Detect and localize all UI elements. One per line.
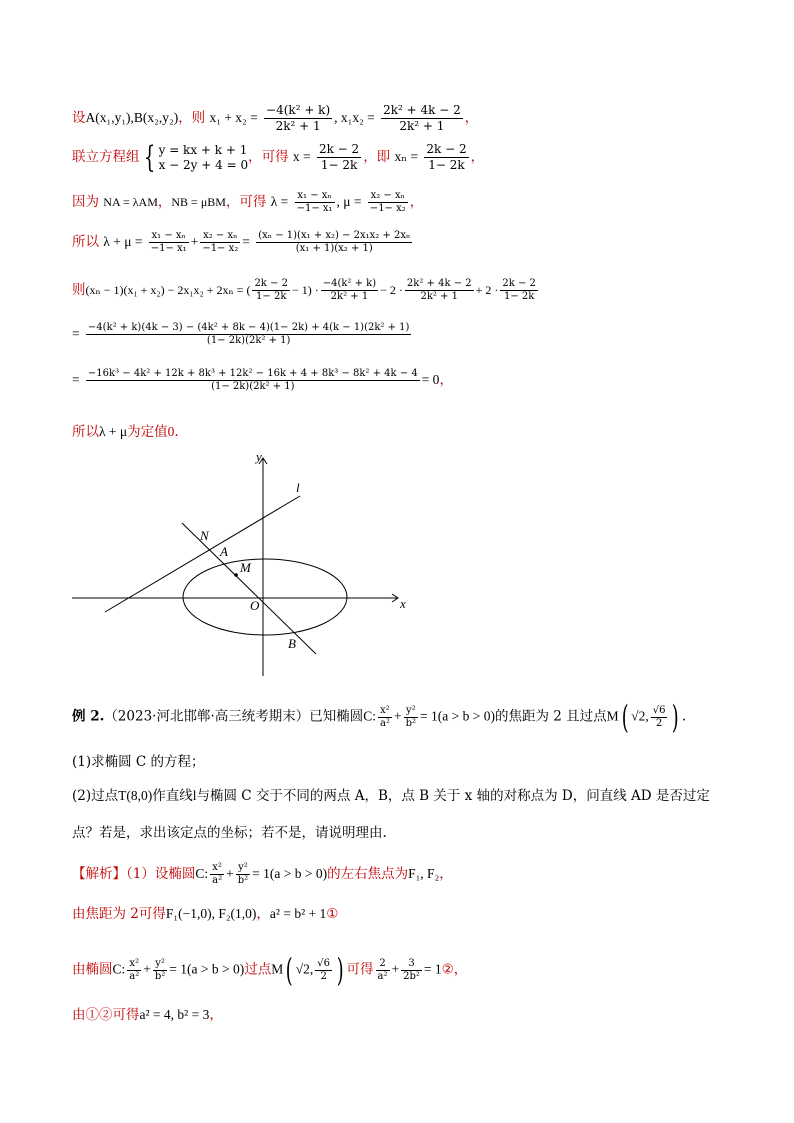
line-conclusion: [72, 422, 179, 442]
fraction: $\frac{\text{x₁ − xₙ}}{\text{−1− x₁}}$: [296, 190, 333, 214]
text: （2023·河北邯郸·高三统考期末）已知椭圆: [104, 708, 364, 725]
text: 则: [72, 282, 86, 298]
label-O: O: [250, 598, 260, 613]
math: =: [242, 234, 250, 249]
text: ，: [439, 372, 453, 388]
math: 0: [167, 424, 175, 439]
ellipse-diagram: [60, 448, 420, 683]
line-result: [72, 368, 453, 393]
text: ，: [453, 961, 468, 978]
math: − 2 ·: [380, 283, 403, 297]
question-1: [72, 752, 205, 772]
fraction: $\frac{2}{\text{a²}}$: [377, 957, 388, 982]
math: +: [190, 234, 199, 249]
math: = 1(a > b > 0): [252, 866, 328, 881]
fraction: $\frac{\text{x²}}{\text{a²}}$: [212, 862, 223, 886]
math: , μ =: [336, 194, 362, 209]
text: ，: [464, 110, 479, 126]
fraction: $\frac{\text{x₂ − xₙ}}{\text{−1− x₂}}$: [369, 190, 406, 214]
line-l: [105, 496, 300, 612]
math: +: [394, 708, 402, 724]
math: √2,: [631, 708, 649, 724]
marker: ①: [326, 906, 339, 922]
text: ，: [157, 194, 172, 210]
fraction: $\frac{3}{\text{2b²}}$: [403, 957, 420, 982]
text: 设: [72, 110, 86, 126]
label-l: l: [296, 480, 300, 495]
text: (2)过点: [72, 788, 119, 804]
fraction: $\frac{\text{y²}}{\text{b²}}$: [237, 862, 249, 886]
text: ，可得: [248, 149, 289, 165]
line-vectors: [72, 190, 423, 215]
math: NA = λAM: [103, 195, 158, 209]
line-system: [72, 139, 485, 175]
fraction: $\frac{\text{−4(k² + k)}}{\text{2k² + 1}}$: [266, 103, 331, 133]
label-y: y: [256, 449, 262, 464]
math: =: [72, 326, 80, 341]
text: ，即: [363, 149, 391, 165]
marker: ②: [441, 961, 454, 978]
math: x₁ + x₂ =: [209, 110, 258, 125]
text: ，: [409, 194, 424, 210]
label-B: B: [288, 636, 296, 651]
fraction: $\frac{2k - 2}{1- 2k}$: [318, 142, 360, 172]
question-2-cont: [72, 823, 387, 843]
fraction: $\frac{\text{x₂ − xₙ}}{\text{−1− x₂}}$: [202, 230, 239, 254]
fraction: −4(k² + k)(4k − 3) − (4k² + 8k − 4)(1− 2k) + 4(k − 1)(2k² + 1) (1− 2k)(2k² + 1): [87, 322, 410, 346]
solution-line-1: [72, 862, 453, 887]
label-M: M: [240, 560, 251, 575]
math: =: [72, 372, 80, 387]
fraction: $\frac{\text{2k² + 4k − 2}}{\text{2k² + 1}}$: [383, 103, 461, 133]
brace: {: [143, 139, 155, 175]
text: ，: [256, 906, 270, 922]
math: C:: [112, 961, 126, 977]
text: 因为: [72, 194, 99, 210]
fraction: −16k³ − 4k² + 12k + 8k³ + 12k² − 16k + 4 + 8k³ − 8k² + 4k − 4 (1− 2k)(2k² + 1): [87, 368, 418, 392]
text: .: [681, 708, 687, 725]
text: 由椭圆: [72, 961, 113, 978]
math: − 1) ·: [291, 283, 319, 297]
text: ，: [470, 149, 485, 165]
text: （1）设椭圆: [126, 866, 196, 882]
text: ，可得: [225, 194, 267, 210]
label-A: A: [220, 544, 228, 559]
math: M: [271, 961, 284, 977]
math: , x₁x₂ =: [334, 110, 375, 125]
math: (xₙ − 1)(x₁ + x₂) − 2x₁x₂ + 2xₙ = (: [85, 283, 251, 297]
fraction: $\frac{2k - 2}{1- 2k}$: [426, 142, 467, 172]
math: l: [192, 788, 197, 803]
math: +: [391, 961, 400, 977]
math: √2,: [295, 961, 314, 977]
math: F₁(−1,0), F₂(1,0): [165, 906, 257, 921]
point-M: [234, 573, 238, 577]
math: C:: [195, 866, 209, 881]
fraction: $\frac{\text{2k² + 4k − 2}}{\text{2k² + 1}}$: [406, 278, 472, 302]
fraction: $\frac{\text{x₁ − xₙ}}{\text{−1− x₁}}$: [150, 230, 187, 254]
text: 由焦距为: [72, 906, 126, 922]
example-statement: 例 2.（2023·河北邯郸·高三统考期末）已知椭圆C: $\frac{\text{x²}}{\text{a²}}$ + $\frac{\text{y²}}{\text{b²}}$ = 1(a > b > 0)的焦距为 2 且过点M( √2, $\frac{√6}{2}$ ) .: [72, 698, 687, 736]
fraction: $\frac{\text{−4(k² + k)}}{\text{2k² + 1}}$: [322, 278, 377, 302]
math: a² = b² + 1: [269, 906, 327, 921]
math: = 1: [423, 961, 442, 977]
math: λ =: [270, 194, 289, 209]
example-title: 例 2.: [72, 708, 105, 725]
fraction: $\frac{2k - 2}{1- 2k}$: [254, 278, 288, 302]
math: +: [143, 961, 151, 977]
math: + 2 ·: [475, 283, 499, 297]
math: C:: [363, 708, 377, 724]
text: 联立方程组: [72, 149, 140, 165]
line-roots: [72, 103, 478, 134]
math: A(x₁,y₁),B(x₂,y₂): [85, 110, 179, 125]
line-expand: [72, 278, 540, 303]
text: 所以: [72, 234, 99, 250]
fraction: $\frac{\text{y²}}{\text{b²}}$: [405, 704, 417, 729]
text: ，: [439, 866, 453, 882]
solution-line-3: 由椭圆C: $\frac{\text{x²}}{\text{a²}}$ + $\frac{\text{y²}}{\text{b²}}$ = 1(a > b > 0)过点M( √2, $\frac{√6}{2}$ ) 可得 $\frac{2}{\text{a²}}$ + $\frac{3}{\text{2b²}}$ = 1②，: [72, 951, 468, 989]
text: 2: [130, 906, 139, 922]
text: .: [174, 424, 179, 440]
math: M: [606, 708, 619, 724]
solution-line-2: [72, 904, 338, 924]
text: 为定值: [127, 424, 168, 440]
math: a² = 4, b² = 3: [139, 1007, 210, 1022]
fraction: $\frac{\text{x²}}{\text{a²}}$: [380, 704, 390, 729]
fraction: $\frac{\text{(xₙ − 1)(x₁ + x₂) − 2x₁x₂ + 2xₙ}}{\text{(x₁ + 1)(x₂ + 1)}}$: [258, 230, 411, 254]
fraction: $\frac{√6}{2}$: [317, 957, 331, 982]
ellipse: [183, 559, 347, 635]
math: +: [226, 866, 234, 881]
fraction: $\frac{\text{x²}}{\text{a²}}$: [129, 957, 140, 982]
fraction: $\frac{\text{y²}}{\text{b²}}$: [154, 957, 166, 982]
text: 过点: [244, 961, 272, 978]
text: 点？若是，求出该定点的坐标；若不是，请说明理由.: [72, 825, 387, 841]
math: λ + μ =: [103, 234, 143, 249]
line-numerator: [72, 322, 413, 347]
text: 的焦距为 2 且过点: [495, 708, 607, 725]
label-N: N: [200, 528, 209, 543]
text: 可得: [138, 906, 166, 922]
text: 所以: [72, 424, 99, 440]
text: 与椭圆 C 交于不同的两点 A，B，点 B 关于 x 轴的对称点为 D，问直线 AD 是否过定: [196, 788, 710, 804]
text: 的左右焦点为: [327, 866, 409, 882]
math: x =: [292, 149, 311, 164]
text: ，: [209, 1007, 223, 1023]
solution-tag: 【解析】: [72, 866, 126, 882]
solution-line-4: [72, 1005, 223, 1025]
line-sum: [72, 230, 414, 255]
math: F₁, F₂: [408, 866, 440, 881]
text: 由①②可得: [72, 1007, 140, 1023]
question-2: [72, 786, 710, 806]
label-x: x: [400, 596, 406, 611]
math: = 1(a > b > 0): [169, 961, 245, 977]
equation-system: y = kx + k + 1 x − 2y + 4 = 0: [158, 142, 249, 172]
math: = 1(a > b > 0): [420, 708, 495, 724]
text: ，则: [178, 110, 206, 126]
text: 作直线: [152, 788, 193, 804]
fraction: $\frac{2k - 2}{1- 2k}$: [502, 278, 536, 302]
math: T(8,0): [118, 788, 153, 803]
math: xₙ =: [394, 149, 419, 164]
math: NB = μBM: [171, 195, 226, 209]
math: λ + μ: [99, 424, 128, 439]
fraction: $\frac{√6}{2}$: [652, 704, 666, 729]
math: = 0: [421, 372, 440, 387]
text: 可得: [346, 961, 374, 978]
text: (1)求椭圆 C 的方程；: [72, 754, 205, 770]
